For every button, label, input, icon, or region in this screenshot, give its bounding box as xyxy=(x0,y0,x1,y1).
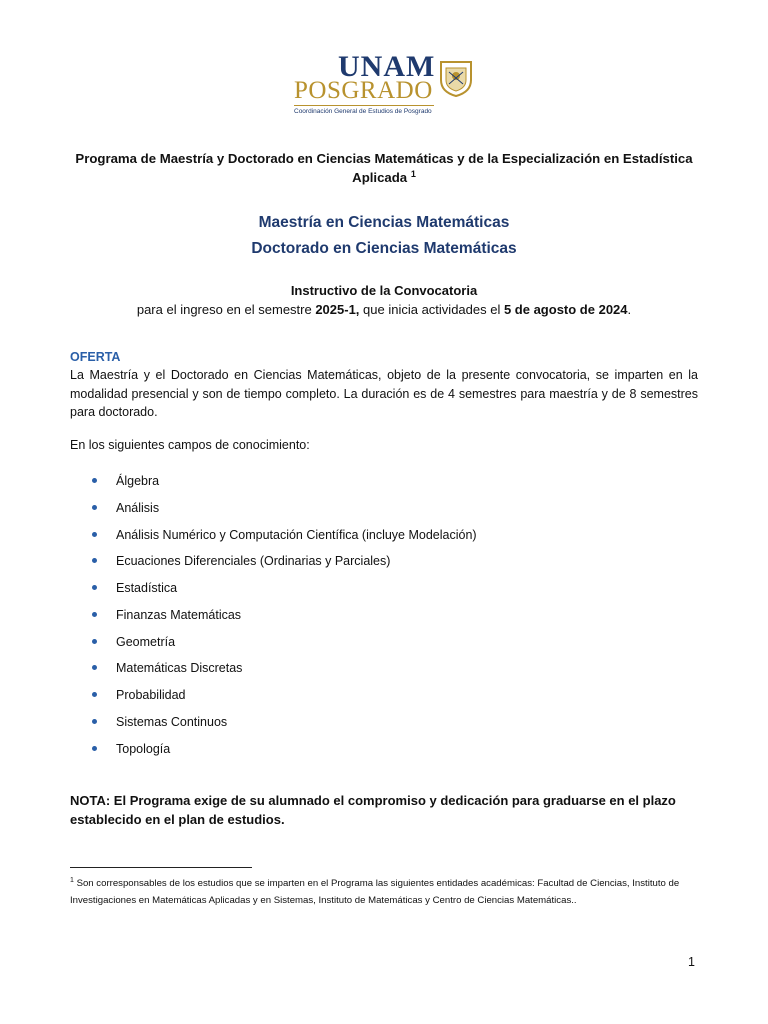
logo-subtitle: Coordinación General de Estudios de Posgrado xyxy=(294,108,432,115)
section-heading-oferta: OFERTA xyxy=(70,350,121,364)
bullet-icon xyxy=(92,558,97,563)
program-title xyxy=(60,149,708,187)
field-label: Ecuaciones Diferenciales (Ordinarias y Parciales) xyxy=(116,554,391,568)
instructivo-line xyxy=(60,301,708,319)
bullet-icon xyxy=(92,532,97,537)
footnote-divider xyxy=(70,867,252,868)
bullet-icon xyxy=(92,505,97,510)
field-label: Estadística xyxy=(116,581,178,595)
field-label: Geometría xyxy=(116,635,176,649)
subtitle-doctorado: Doctorado en Ciencias Matemáticas xyxy=(251,240,517,257)
field-label: Matemáticas Discretas xyxy=(116,661,243,675)
bullet-icon xyxy=(92,478,97,483)
field-label: Análisis xyxy=(116,501,160,515)
bullet-icon xyxy=(92,665,97,670)
footnote xyxy=(70,875,710,909)
instructivo-title: Instructivo de la Convocatoria xyxy=(290,283,478,298)
nota-paragraph: NOTA: El Programa exige de su alumnado el compromiso y dedicación para graduarse en el plazo establecido en el plan de estudios. xyxy=(70,793,676,827)
bullet-icon xyxy=(92,719,97,724)
unam-posgrado-logo xyxy=(292,52,482,120)
bullet-icon xyxy=(92,692,97,697)
logo-posgrado-text: POSGRADO xyxy=(294,77,433,104)
bullet-icon xyxy=(92,639,97,644)
bullet-icon xyxy=(92,585,97,590)
field-label: Análisis Numérico y Computación Científica (incluye Modelación) xyxy=(116,528,477,542)
field-label: Probabilidad xyxy=(116,688,186,702)
subtitle-maestria: Maestría en Ciencias Matemáticas xyxy=(258,214,510,231)
footnote-ref: 1 xyxy=(410,169,416,179)
instructivo-text-1: para el ingreso en el semestre xyxy=(136,302,316,317)
field-label: Topología xyxy=(116,742,171,756)
bullet-icon xyxy=(92,612,97,617)
bullet-icon xyxy=(92,746,97,751)
instructivo-text-2: que inicia actividades el xyxy=(359,302,504,317)
footnote-number: 1 xyxy=(70,877,74,884)
oferta-paragraph: La Maestría y el Doctorado en Ciencias Matemáticas, objeto de la presente convocatoria, se imparten en la modalidad presencial y son de tiempo completo. La duración es de 4 semestres para maestría y de 8 semestres para doctorado. xyxy=(70,368,698,419)
field-label: Sistemas Continuos xyxy=(116,715,228,729)
program-title-text: Programa de Maestría y Doctorado en Ciencias Matemáticas y de la Especialización en Estadística Aplicada xyxy=(75,151,693,185)
page-number: 1 xyxy=(688,955,695,969)
logo-unam-text: UNAM xyxy=(338,50,436,83)
campos-intro: En los siguientes campos de conocimiento: xyxy=(70,438,310,452)
footnote-text: Son corresponsables de los estudios que se imparten en el Programa las siguientes entidades académicas: Facultad de Ciencias, Instituto de Investigaciones en Matemáticas Aplicadas y en Sistemas, Instituto de Matemáticas y Centro de Ciencias Matemáticas.. xyxy=(70,878,680,906)
instructivo-text-3: . xyxy=(627,302,632,317)
start-date: 5 de agosto de 2024 xyxy=(503,302,628,317)
field-label: Álgebra xyxy=(116,474,160,488)
unam-seal-icon xyxy=(438,58,474,98)
logo-divider xyxy=(294,105,434,106)
field-label: Finanzas Matemáticas xyxy=(116,608,242,622)
semester-value: 2025-1, xyxy=(315,302,360,317)
